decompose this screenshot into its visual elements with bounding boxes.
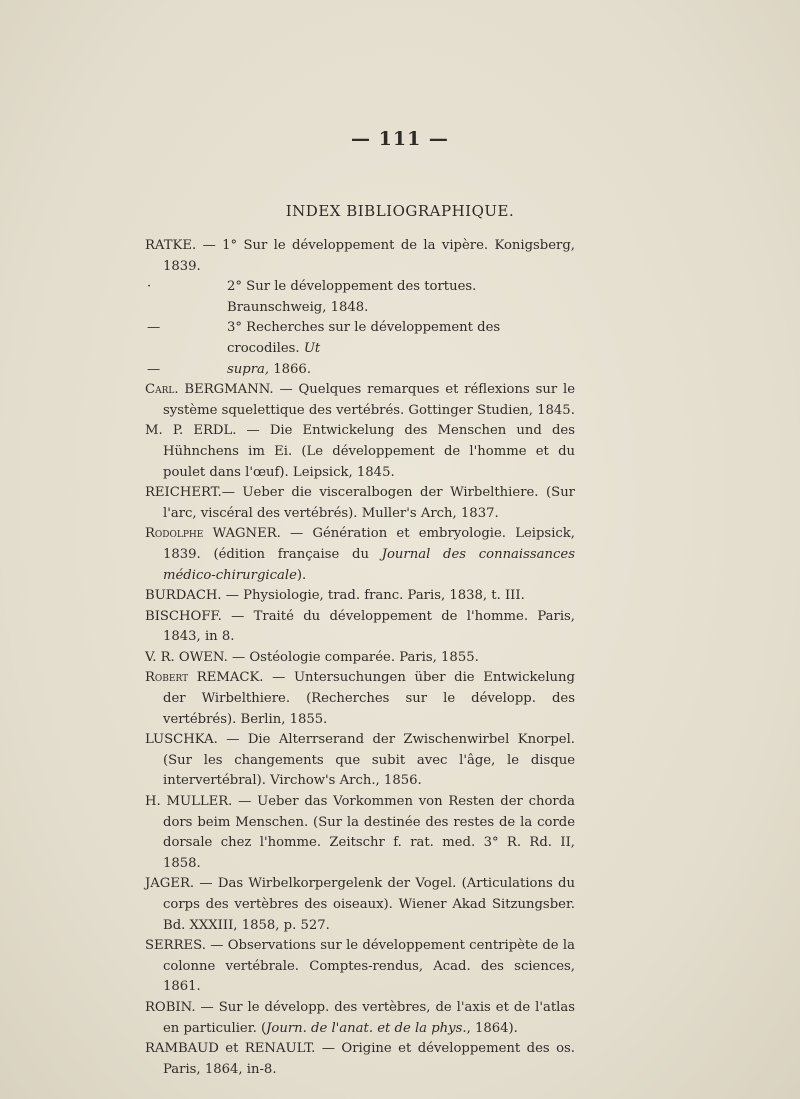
bib-entry-jager: JAGER. — Das Wirbelkorpergelenk der Vogel. (Articulations du corps des vertèbres des oiseaux). Wiener Akad Sitzungsber. Bd. XXXIII, 1858, p. 527. <box>145 876 575 933</box>
bib-entry-wagner <box>145 524 575 586</box>
bib-entry-bischoff: BISCHOFF. — Traité du développement de l'homme. Paris, 1843, in 8. <box>145 608 575 645</box>
entry-text: 3° Recherches sur le développement des crocodiles. <box>227 320 501 356</box>
bib-entry-robin <box>145 998 575 1039</box>
page-number: — 111 — <box>351 128 449 150</box>
entry-text: 1866. <box>273 361 312 377</box>
entry-text: — Untersuchungen über die Entwickelung der Wirbelthiere. (Recherches sur le développ. des vertébrés). Berlin, 1855. <box>163 670 575 727</box>
bib-subentry <box>145 318 575 359</box>
bib-entry-ratke <box>145 236 575 277</box>
bib-entry-rambaud: RAMBAUD et RENAULT. — Origine et développement des os. Paris, 1864, in-8. <box>145 1041 575 1077</box>
ditto-mark: — <box>147 320 161 336</box>
bib-entry-erdl: M. P. ERDL. — Die Entwickelung des Menschen und des Hühnchens im Ei. (Le développement de l'homme et du poulet dans l'œuf). Leipsick, 1845. <box>145 423 575 480</box>
entry-text-wrap <box>227 360 575 381</box>
author-prefix: Rodolphe <box>145 526 204 542</box>
entry-text-wrap <box>227 318 575 359</box>
entry-text: ). <box>296 567 307 583</box>
bib-entry-muller: H. MULLER. — Ueber das Vorkommen von Resten der chorda dors beim Menschen. (Sur la destinée des restes de la corde dorsale chez l'homme. Zeitschr f. rat. med. 3° R. Rd. II, 1858. <box>145 794 575 871</box>
entry-text: — 1° Sur le développement de la vipère. Konigsberg, 1839. <box>163 238 575 274</box>
author-name: WAGNER. <box>212 526 281 542</box>
bib-entry-owen: V. R. OWEN. — Ostéologie comparée. Paris, 1855. <box>145 649 479 665</box>
entry-text: 2° Sur le développement des tortues. Braunschweig, 1848. <box>227 279 477 315</box>
bib-subentry <box>145 360 575 381</box>
bib-entry-bergmann <box>145 380 575 421</box>
author-name: REMACK. <box>196 670 264 686</box>
bib-entry-serres: SERRES. — Observations sur le développement centripète de la colonne vertébrale. Comptes-rendus, Acad. des sciences, 1861. <box>145 938 575 995</box>
journal-title: Journ. de l'anat. et de la phys. <box>266 1020 467 1036</box>
entry-text-italic: supra, <box>227 361 270 377</box>
entry-text: , 1864). <box>466 1020 518 1036</box>
bib-entry-remack <box>145 668 575 730</box>
bib-entry-luschka: LUSCHKA. — Die Alterrserand der Zwischenwirbel Knorpel. (Sur les changements que subit avec l'âge, le disque intervertébral). Virchow's Arch., 1856. <box>145 732 575 789</box>
ditto-mark: · <box>147 279 152 295</box>
bib-entry-burdach: BURDACH. — Physiologie, trad. franc. Paris, 1838, t. III. <box>145 588 525 604</box>
journal-title: Journal des connaissances médico-chirurgicale <box>163 546 575 583</box>
bib-subentry <box>145 277 575 318</box>
entry-text: — Quelques remarques et réflexions sur le système squelettique des vertébrés. Gottinger Studien, 1845. <box>163 382 576 418</box>
author-name: BERGMANN. <box>184 382 274 398</box>
bibliography-list <box>145 236 575 1080</box>
entry-text: — Génération et embryologie. Leipsick, 1839. (édition française du <box>163 526 575 562</box>
entry-text: ROBIN. — Sur le développ. des vertèbres, de l'axis et de l'atlas en particulier. ( <box>145 999 575 1036</box>
page-title: INDEX BIBLIOGRAPHIQUE. <box>285 202 515 220</box>
author-prefix: Carl. <box>145 382 179 398</box>
bib-entry-reichert: REICHERT.— Ueber die visceralbogen der Wirbelthiere. (Sur l'arc, viscéral des vertébrés). Muller's Arch, 1837. <box>145 485 575 521</box>
author-name: RATKE. <box>145 238 197 253</box>
entry-text-italic: Ut <box>303 340 321 356</box>
ditto-mark: — <box>147 361 161 377</box>
author-prefix: Robert <box>145 670 189 686</box>
